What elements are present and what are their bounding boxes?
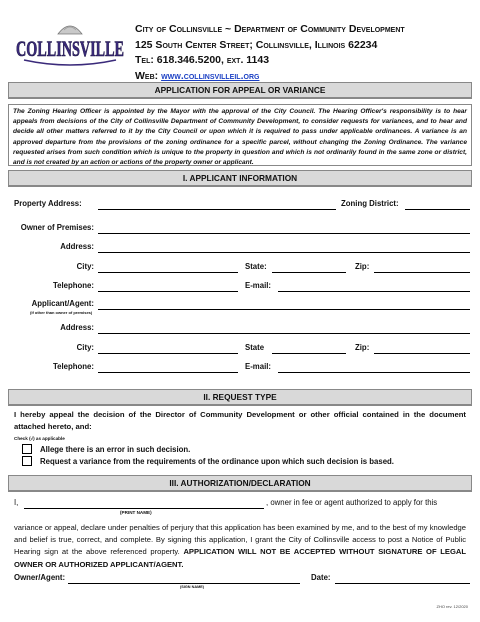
applicant-state-label: State (245, 343, 265, 352)
owner-email-label: E-mail: (245, 281, 271, 290)
applicant-city-label: City: (76, 343, 94, 352)
applicant-state-field[interactable] (272, 353, 346, 354)
property-address-label: Property Address: (14, 199, 82, 208)
applicant-zip-label: Zip: (355, 343, 370, 352)
appeal-statement: I hereby appeal the decision of the Director of Community Development or other official contained in the document attached hereto, and: (14, 410, 466, 432)
zoning-district-label: Zoning District: (341, 199, 399, 208)
owner-fee-text: , owner in fee or agent authorized to apply for this (266, 498, 438, 507)
owner-address-field[interactable] (98, 252, 470, 253)
owner-state-label: State: (245, 262, 267, 271)
applicant-city-field[interactable] (98, 353, 238, 354)
applicant-field[interactable] (98, 309, 470, 310)
applicant-telephone-field[interactable] (98, 372, 238, 373)
owner-telephone-field[interactable] (98, 291, 238, 292)
owner-state-field[interactable] (272, 272, 346, 273)
section-applicant-info-title: I. APPLICANT INFORMATION (8, 170, 472, 187)
date-label: Date: (311, 573, 331, 582)
date-field[interactable] (335, 583, 470, 584)
variance-option-label: Request a variance from the requirements of the ordinance upon which such decision is based. (40, 457, 394, 466)
revision-note: ZHO rev. 12/2020 (436, 604, 468, 609)
applicant-label: Applicant/Agent: (31, 299, 94, 308)
print-name-caption: (PRINT NAME) (120, 510, 152, 515)
form-title: APPLICATION FOR APPEAL OR VARIANCE (8, 82, 472, 99)
sign-name-caption: (SIGN NAME) (180, 585, 205, 589)
owner-city-label: City: (76, 262, 94, 271)
section-authorization-title: III. AUTHORIZATION/DECLARATION (8, 475, 472, 492)
owner-zip-label: Zip: (355, 262, 370, 271)
owner-agent-label: Owner/Agent: (14, 573, 66, 582)
website-link[interactable]: www.collinsvilleil.org (161, 69, 260, 82)
owner-label: Owner of Premises: (20, 223, 94, 232)
applicant-note: (If other than owner of premises) (30, 310, 93, 315)
error-option-label: Allege there is an error in such decision. (40, 445, 191, 454)
owner-email-field[interactable] (278, 291, 470, 292)
org-line: City of Collinsville ~ Department of Community Development (135, 23, 405, 35)
letterhead (135, 22, 405, 84)
org-address: 125 South Center Street; Collinsville, Illinois 62234 (135, 38, 378, 51)
owner-telephone-label: Telephone: (52, 281, 94, 290)
owner-zip-field[interactable] (374, 272, 470, 273)
owner-address-label: Address: (60, 242, 94, 251)
applicant-email-label: E-mail: (245, 362, 271, 371)
applicant-email-field[interactable] (278, 372, 470, 373)
web-label: Web: (135, 69, 162, 82)
error-checkbox[interactable] (22, 444, 32, 454)
owner-city-field[interactable] (98, 272, 238, 273)
check-note: Check (√) as applicable (14, 436, 65, 441)
applicant-zip-field[interactable] (374, 353, 470, 354)
applicant-telephone-label: Telephone: (52, 362, 94, 371)
signature-field[interactable] (68, 583, 300, 584)
applicant-address-label: Address: (60, 323, 94, 332)
org-phone: Tel: 618.346.5200, ext. 1143 (135, 54, 270, 66)
i-label: I, (14, 498, 19, 507)
section-request-type-title: II. REQUEST TYPE (8, 389, 472, 406)
variance-checkbox[interactable] (22, 456, 32, 466)
svg-text:COLLINSVILLE: COLLINSVILLE (16, 36, 124, 61)
applicant-address-field[interactable] (98, 333, 470, 334)
property-address-field[interactable] (98, 209, 336, 210)
declaration-body: variance or appeal, declare under penalties of perjury that this application has been examined by me, and to the best of my knowledge and belief is true, correct, and complete. By signing this application, I grant the City of Collinsville access to post a Notice of Public Hearing sign at the above referenced property. (14, 523, 466, 557)
owner-field[interactable] (98, 233, 470, 234)
declaration-text (14, 522, 466, 571)
collinsville-logo (14, 20, 126, 72)
intro-text: The Zoning Hearing Officer is appointed by the Mayor with the approval of the City Council. The Hearing Officer's responsibility is to hear appeals from decisions of the City of Collinsville Department of Community Development, to consider requests for variances, and to hear and decide all other matters referred to it by the City Council or upon which it is required to pass under applicable ordinances. A variance is an approved departure from the provisions of the zoning ordinance for a specific parcel, without changing the Zoning Ordinance. The variance requested arises from such condition which is unique to the property in question and which is not ordinarily found in the same zone or district, and is not created by an action or actions of the property owner or applicant. (8, 104, 472, 166)
zoning-district-field[interactable] (405, 209, 470, 210)
print-name-field[interactable] (24, 508, 264, 509)
declaration-warning: APPLICATION WILL NOT BE ACCEPTED WITHOUT SIGNATURE OF LEGAL OWNER OR AUTHORIZED APPLICANT/AGENT. (14, 547, 466, 569)
